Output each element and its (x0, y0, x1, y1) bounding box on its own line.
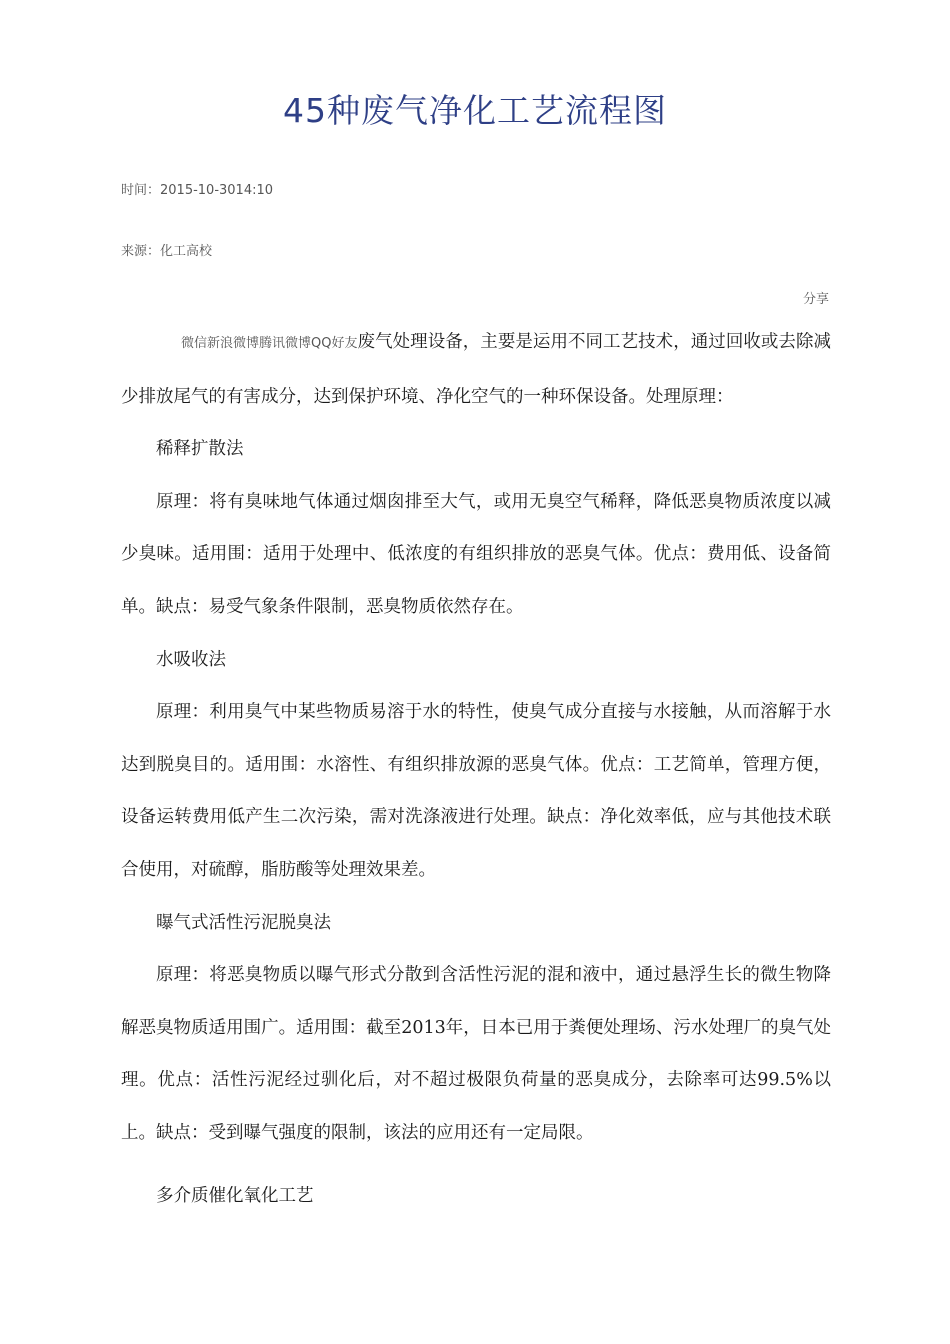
section-heading-dilution: 稀释扩散法 (156, 439, 244, 460)
section-text-activated-sludge: 原理：将恶臭物质以曝气形式分散到含活性污泥的混和液中，通过悬浮生长的微生物降解恶臭物质适用围广。适用围：截至2013年，日本已用于粪便处理场、污水处理厂的臭气处理。优点：活性污泥经过驯化后，对不超过极限负荷量的恶臭成分，去除率可达99.5%以上。缺点：受到曝气强度的限制，该法的应用还有一定局限。 (121, 965, 831, 1143)
intro-paragraph (121, 316, 831, 423)
intro-text: 废气处理设备，主要是运用不同工艺技术，通过回收或去除减少排放尾气的有害成分，达到保护环境、净化空气的一种环保设备。处理原理： (121, 332, 831, 407)
publish-time: 时间：2015-10-3014:10 (121, 183, 274, 198)
share-links (121, 318, 358, 371)
share-sina-weibo-link[interactable]: 新浪微博 (207, 336, 260, 351)
section-heading-activated-sludge: 曝气式活性污泥脱臭法 (156, 912, 331, 933)
share-tencent-weibo-link[interactable]: 腾讯微博 (259, 336, 312, 351)
article-source: 来源：化工高校 (121, 244, 213, 259)
section-text-water-absorption: 原理：利用臭气中某些物质易溶于水的特性，使臭气成分直接与水接触，从而溶解于水达到脱臭目的。适用围：水溶性、有组织排放源的恶臭气体。优点：工艺简单，管理方便，设备运转费用低产生二次污染，需对洗涤液进行处理。缺点：净化效率低，应与其他技术联合使用，对硫醇，脂肪酸等处理效果差。 (121, 702, 831, 880)
share-qq-friend-link[interactable]: QQ好友 (311, 336, 358, 351)
share-wechat-link[interactable]: 微信 (181, 336, 208, 351)
article-title: 45种废气净化工艺流程图 (283, 91, 667, 130)
article-body (121, 316, 831, 1222)
section-text-dilution: 原理：将有臭味地气体通过烟囱排至大气，或用无臭空气稀释，降低恶臭物质浓度以减少臭味。适用围：适用于处理中、低浓度的有组织排放的恶臭气体。优点：费用低、设备简单。缺点：易受气象条件限制，恶臭物质依然存在。 (121, 491, 831, 617)
section-heading-catalytic-oxidation: 多介质催化氧化工艺 (156, 1185, 314, 1206)
share-button[interactable]: 分享 (802, 292, 829, 307)
section-heading-water-absorption: 水吸收法 (156, 649, 226, 670)
